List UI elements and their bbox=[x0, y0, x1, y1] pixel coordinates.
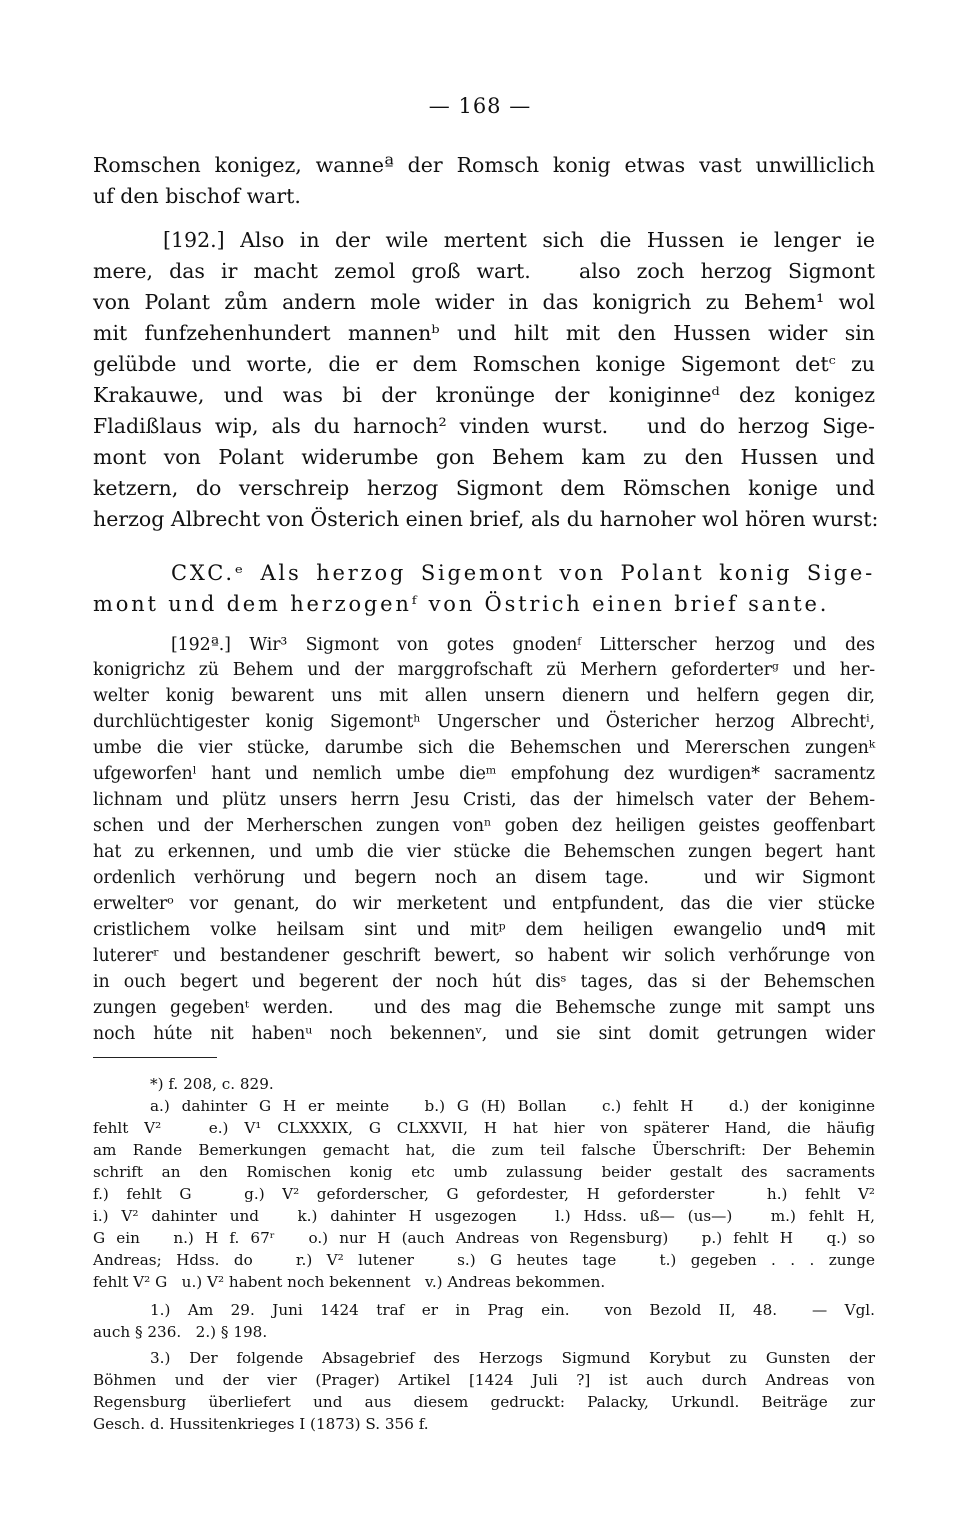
commentary-line: 3.) Der folgende Absagebrief des Herzogs Sigmund Korybut zu Gunsten der bbox=[150, 1349, 875, 1367]
commentary-line: Regensburg überliefert und aus diesem gedruckt: Palacky, Urkundl. Beiträge zur bbox=[93, 1393, 875, 1411]
letter-text-line: durchlüchtigester konig Sigemontʰ Ungerscher und Östericher herzog Albrechtⁱ, bbox=[93, 712, 875, 732]
letter-text-line: konigrichz zü Behem und der marggrofschaft zü Merhern geforderterᵍ und her- bbox=[93, 660, 875, 680]
main-text-line: gelübde und worte, die er dem Romschen konige Sigemont detᶜ zu bbox=[93, 352, 875, 376]
main-text-line: herzog Albrecht von Österich einen brief, als du harnoher wol hören wurst: bbox=[93, 507, 879, 531]
letter-text-line: ufgeworfenˡ hant und nemlich umbe dieᵐ empfohung dez wurdigen* sacramentz bbox=[93, 764, 875, 784]
commentary-line: Böhmen und der vier (Prager) Artikel [1424 Juli ?] ist auch durch Andreas von bbox=[93, 1371, 875, 1389]
letter-text-line: ordenlich verhörung und begern noch an disem tage. und wir Sigmont bbox=[93, 868, 875, 888]
main-text-line: Krakauwe, und was bi der kronünge der koniginneᵈ dez konigez bbox=[93, 383, 875, 407]
letter-text-line: [192ª.] Wir³ Sigmont von gotes gnodenᶠ Litterscher herzog und des bbox=[171, 635, 875, 655]
main-text-line: Romschen konigez, wanneª der Romsch konig etwas vast unwilliclich bbox=[93, 153, 875, 177]
letter-text-line: lichnam und plütz unsers herrn Jesu Cristi, das der himelsch vater der Behem- bbox=[93, 790, 875, 810]
letter-text-line: welter konig bewarent uns mit allen unsern dienern und helfern gegen dir, bbox=[93, 686, 875, 706]
letter-text-line: schen und der Merherschen zungen vonⁿ goben dez heiligen geistes geoffenbart bbox=[93, 816, 875, 836]
chapter-heading-line: CXC.ᵉ Als herzog Sigemont von Polant konig Sige- bbox=[171, 561, 875, 585]
letter-text-line: cristlichem volke heilsam sint und mitᵖ dem heiligen ewangelio undᑫ mit bbox=[93, 920, 875, 940]
chapter-heading-line: mont und dem herzogenᶠ von Östrich einen brief sante. bbox=[93, 592, 830, 616]
letter-text-line: lutererʳ und bestandener geschrift bewert, so habent wir solich verhőrunge von bbox=[93, 946, 875, 966]
main-text-line: mont von Polant widerumbe gon Behem kam zu den Hussen und bbox=[93, 445, 875, 469]
letter-text-line: umbe die vier stücke, darumbe sich die Behemschen und Mererschen zungenᵏ bbox=[93, 738, 875, 758]
apparatus-line: fehlt V² G u.) V² habent noch bekennent v.) Andreas bekommen. bbox=[93, 1273, 606, 1291]
main-text-line: Fladißlaus wip, als du harnoch² vinden wurst. und do herzog Sige- bbox=[93, 414, 875, 438]
letter-text-line: in ouch begert und begerent der noch hút disˢ tages, das si der Behemschen bbox=[93, 972, 875, 992]
main-text-line: uf den bischof wart. bbox=[93, 184, 301, 208]
apparatus-line: am Rande Bemerkungen gemacht hat, die zum teil falsche Überschrift: Der Behemin bbox=[93, 1141, 875, 1159]
footnote-separator bbox=[93, 1057, 217, 1058]
commentary-line: Gesch. d. Hussitenkrieges I (1873) S. 356 f. bbox=[93, 1415, 429, 1433]
letter-text-line: hat zu erkennen, und umb die vier stücke die Behemschen zungen begert hant bbox=[93, 842, 875, 862]
letter-text-line: noch húte nit habenᵘ noch bekennenᵛ, und sie sint domit getrungen wider bbox=[93, 1024, 875, 1044]
apparatus-line: fehlt V² e.) V¹ CLXXXIX, G CLXXVII, H hat hier von späterer Hand, die häufig bbox=[93, 1119, 875, 1137]
apparatus-line: a.) dahinter G H er meinte b.) G (H) Bollan c.) fehlt H d.) der koniginne bbox=[150, 1097, 875, 1115]
commentary-line: 1.) Am 29. Juni 1424 traf er in Prag ein. von Bezold II, 48. — Vgl. bbox=[150, 1301, 875, 1319]
apparatus-line: schrift an den Romischen konig etc umb zulassung beider gestalt des sacraments bbox=[93, 1163, 875, 1181]
main-text-line: [192.] Also in der wile mertent sich die Hussen ie lenger ie bbox=[163, 228, 875, 252]
commentary-line: auch § 236. 2.) § 198. bbox=[93, 1323, 268, 1341]
apparatus-line: Andreas; Hdss. do r.) V² lutener s.) G heutes tage t.) gegeben . . . zunge bbox=[93, 1251, 875, 1269]
letter-text-line: zungen gegebenᵗ werden. und des mag die Behemsche zunge mit sampt uns bbox=[93, 998, 875, 1018]
apparatus-line: f.) fehlt G g.) V² geforderscher, G gefordester, H geforderster h.) fehlt V² bbox=[93, 1185, 875, 1203]
apparatus-line: G ein n.) H f. 67ʳ o.) nur H (auch Andreas von Regensburg) p.) fehlt H q.) so bbox=[93, 1229, 875, 1247]
apparatus-line: i.) V² dahinter und k.) dahinter H usgezogen l.) Hdss. uß— (us—) m.) fehlt H, bbox=[93, 1207, 875, 1225]
main-text-line: ketzern, do verschreip herzog Sigmont dem Römschen konige und bbox=[93, 476, 875, 500]
letter-text-line: erwelterᵒ vor genant, do wir merketent und entpfundent, das die vier stücke bbox=[93, 894, 875, 914]
footnote-line: *) f. 208, c. 829. bbox=[150, 1075, 274, 1093]
main-text-line: mit funfzehenhundert mannenᵇ und hilt mit den Hussen wider sin bbox=[93, 321, 875, 345]
main-text-line: mere, das ir macht zemol groß wart. also zoch herzog Sigmont bbox=[93, 259, 875, 283]
page-number: — 168 — bbox=[428, 94, 532, 118]
main-text-line: von Polant zům andern mole wider in das konigrich zu Behem¹ wol bbox=[93, 290, 875, 314]
